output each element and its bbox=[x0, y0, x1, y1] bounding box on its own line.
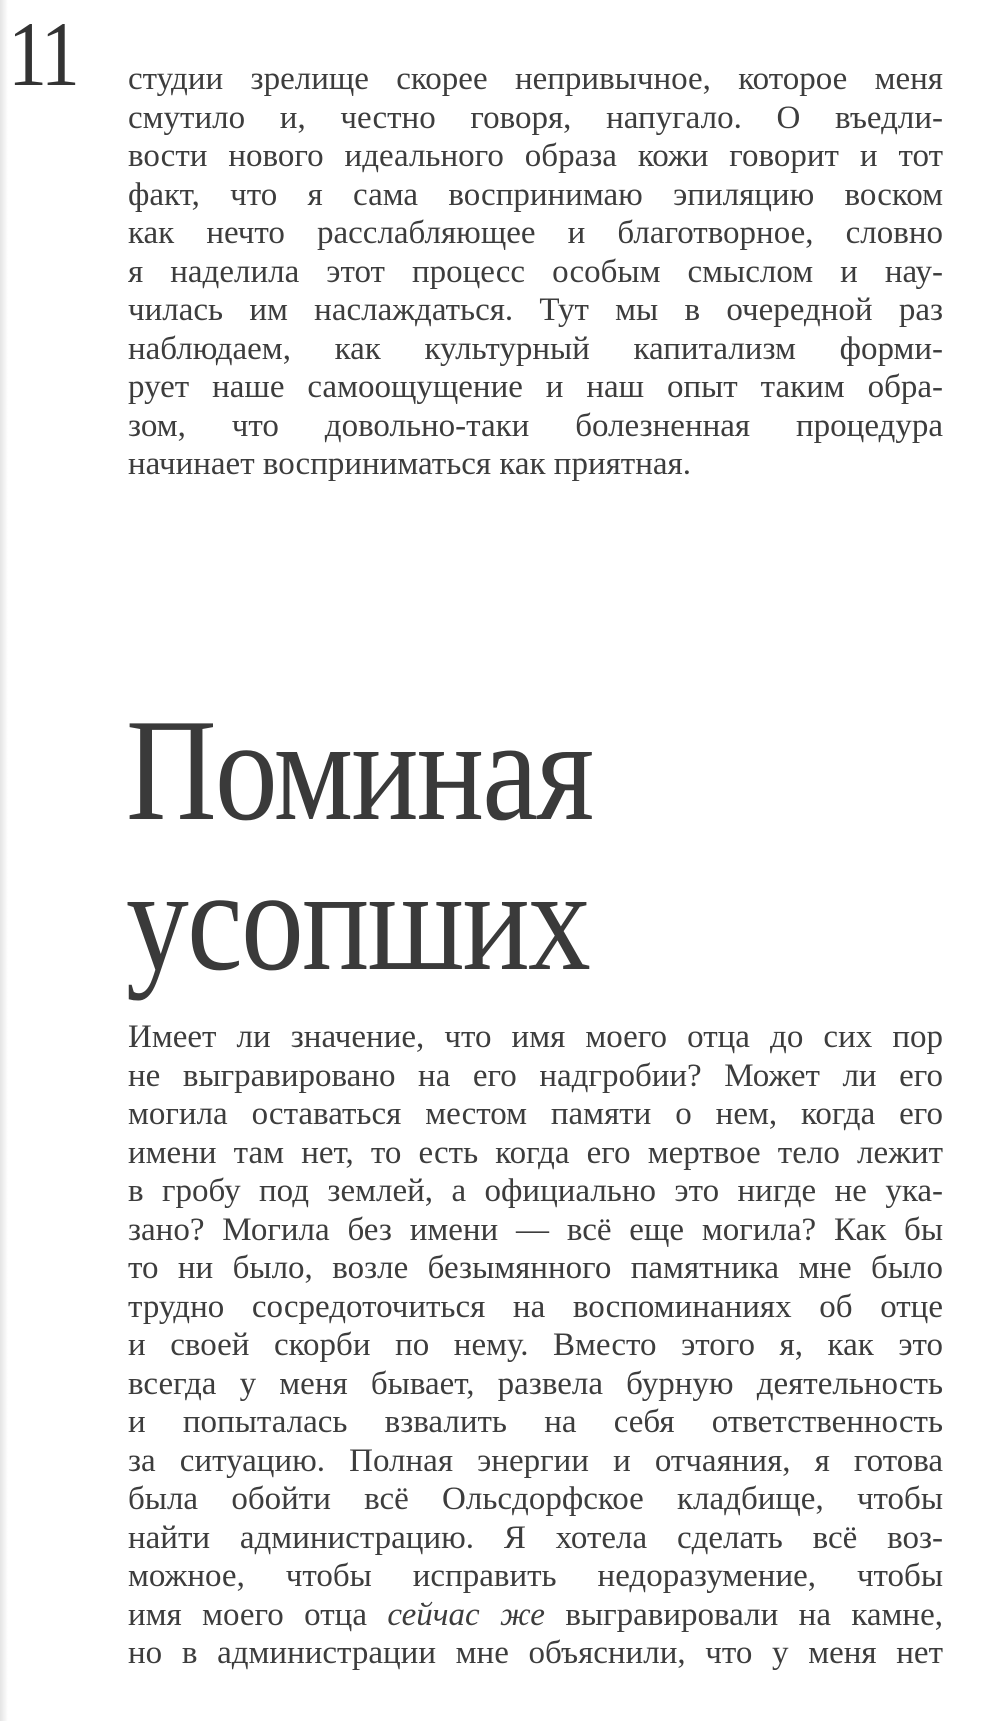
text-line: смутило и, честно говоря, напугало. О въедли- bbox=[128, 99, 943, 136]
text-line: всегда у меня бывает, развела бурную деятельность bbox=[128, 1365, 943, 1402]
text-line: за ситуацию. Полная энергии и отчаяния, я готова bbox=[128, 1442, 943, 1479]
text-line: и своей скорби по нему. Вместо этого я, как это bbox=[128, 1327, 943, 1363]
text-segment: выгравировали на камне, bbox=[544, 1596, 943, 1633]
text-line: вости нового идеального образа кожи говорит и тот bbox=[128, 138, 943, 174]
text-line: в гробу под землей, а официально это нигде не ука- bbox=[128, 1173, 943, 1209]
page-number: 11 bbox=[8, 3, 77, 105]
top-paragraph bbox=[128, 60, 943, 484]
text-segment: имя моего отца bbox=[128, 1596, 388, 1633]
text-line: то ни было, возле безымянного памятника мне было bbox=[128, 1250, 943, 1286]
text-line: начинает восприниматься как приятная. bbox=[128, 446, 691, 482]
text-line: и попыталась взвалить на себя ответственность bbox=[128, 1404, 943, 1440]
bottom-paragraph bbox=[128, 1018, 943, 1673]
text-line: студии зрелище скорее непривычное, которое меня bbox=[128, 61, 943, 97]
italic-emphasis: сейчас же bbox=[387, 1596, 545, 1633]
text-line-with-italic bbox=[128, 1596, 943, 1635]
text-line: факт, что я сама воспринимаю эпиляцию воском bbox=[128, 176, 943, 213]
text-line: рует наше самоощущение и наш опыт таким обра- bbox=[128, 369, 943, 405]
page-edge-shadow bbox=[0, 0, 8, 1721]
text-line: чилась им наслаждаться. Тут мы в очередной раз bbox=[128, 292, 943, 328]
text-line: имени там нет, то есть когда его мертвое тело лежит bbox=[128, 1134, 943, 1171]
text-line: я наделила этот процесс особым смыслом и нау- bbox=[128, 253, 943, 290]
text-line: зано? Могила без имени — всё еще могила? Как бы bbox=[128, 1211, 943, 1248]
text-line: можное, чтобы исправить недоразумение, чтобы bbox=[128, 1558, 943, 1594]
text-line: но в администрации мне объяснили, что у меня нет bbox=[128, 1635, 943, 1671]
section-heading bbox=[126, 689, 593, 1001]
text-line: трудно сосредоточиться на воспоминаниях об отце bbox=[128, 1288, 943, 1325]
text-line: могила оставаться местом памяти о нем, когда его bbox=[128, 1096, 943, 1132]
text-line: зом, что довольно-таки болезненная процедура bbox=[128, 407, 943, 444]
heading-line-2: усопших bbox=[126, 839, 590, 1001]
text-line: наблюдаем, как культурный капитализм форми- bbox=[128, 330, 943, 367]
text-line: была обойти всё Ольсдорфское кладбище, чтобы bbox=[128, 1481, 943, 1517]
text-line: как нечто расслабляющее и благотворное, словно bbox=[128, 215, 943, 251]
text-line: не выгравировано на его надгробии? Может ли его bbox=[128, 1057, 943, 1094]
heading-line-1: Поминая bbox=[126, 689, 593, 851]
text-line: Имеет ли значение, что имя моего отца до сих пор bbox=[128, 1019, 943, 1055]
text-line: найти администрацию. Я хотела сделать всё воз- bbox=[128, 1519, 943, 1556]
